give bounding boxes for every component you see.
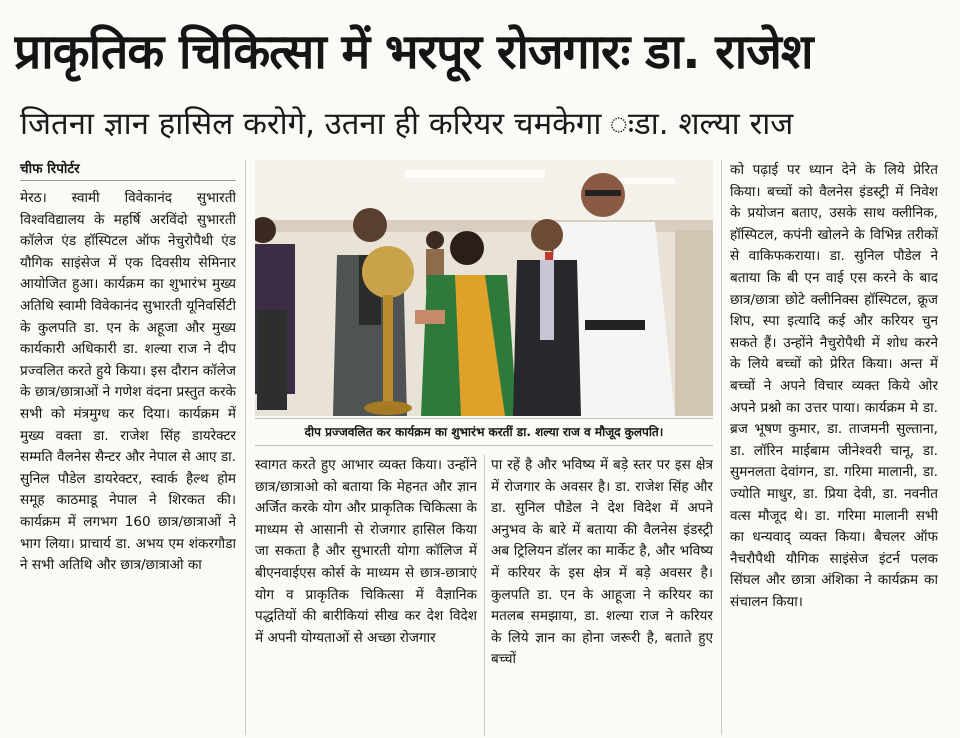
article-column-1: मेरठ। स्वामी विवेकानंद सुभारती विश्वविद्यालय के महर्षि अरविंदो सुभारती कॉलेज एंड हॉस्पिटल ऑफ नेचुरोपैथी एंड यौगिक साइंसेज में एक दिवसीय सेमिनार आयोजित हुआ। कार्यक्रम का शुभारंभ मुख्य अतिथि स्वामी विवेकानंद सुभारती यूनिवर्सिटी के कुलपति डा. एन के अहूजा और मुख्य कार्यकारी अधिकारी डा. शल्या राज ने दीप प्रज्वलित करते हुये किया। इस दौरान कॉलेज के छात्र/छात्राओं ने गणेश वंदना प्रस्तुत करके सभी को मंत्रमुग्ध कर दिया। कार्यक्रम में मुख्य वक्ता डा. राजेश सिंह डायरेक्टर सम्मति वैलनेस सैन्टर और नेपाल से आए डा. सुनिल पौडेल डायरेक्टर, स्वार्क हैल्थ होम समूह काठमाडू नेपाल ने शिरकत की। कार्यक्रम में लगभग 160 छात्र/छात्राओं ने भाग लिया। प्राचार्य डा. अभय एम शंकरगौडा ने सभी अतिथि और छात्र/छात्राओ का [20, 190, 236, 574]
article-column-2: स्वागत करते हुए आभार व्यक्त किया। उन्होंने छात्र/छात्राओ को बताया कि मेहनत और ज्ञान अर्जित करके योग और प्राकृतिक चिकित्सा के माध्यम से आसानी से रोजगार हासिल किया जा सकता है और सुभारती योगा कॉलिज में बीएनवाईएस कोर्स के माध्यम से छात्र-छात्राएं योग व प्राकृतिक चिकित्सा में वैज्ञानिक पद्धतियों की बारीकियां सीख कर देश विदेश में अपनी योग्यताओं से अच्छा रोजगार [255, 457, 477, 646]
column-divider [245, 160, 246, 735]
subheadline: जितना ज्ञान हासिल करोगे, उतना ही करियर चमकेगा ःडा. शल्या राज [20, 106, 794, 142]
article-column-3: पा रहें है और भविष्य में बड़े स्तर पर इस क्षेत्र में रोजगार के अवसर है। डा. राजेश सिंह और डा. सुनिल पौडेल ने देश विदेश में अपने अनुभव के बारे में बताया की वैलनेस इंडस्ट्री अब ट्रिलियन डॉलर का मार्केट है, और भविष्य में करियर के इस क्षेत्र में बड़े अवसर है। कुलपति डा. एन के आहूजा ने करियर का मतलब समझाया, डा. शल्या राज ने करियर के लिये ज्ञान का होना जरूरी है, बताते हुए बच्चों [491, 457, 713, 668]
headline: प्राकृतिक चिकित्सा में भरपूर रोजगारः डा. राजेश [14, 24, 813, 80]
event-photo [255, 160, 713, 416]
column-divider [721, 160, 722, 735]
article-column-4: को पढ़ाई पर ध्यान देने के लिये प्रेरित किया। बच्चों को वैलनेस इंडस्ट्री में निवेश के प्रयोजन बताए, उसके साथ क्लीनिक, हॉस्पिटल, कपंनी खोलने के विभिन्न तरीकों से वाकिफकराया। डा. सुनिल पौडेल ने बताया कि बी एन वाई एस करने के बाद छात्र/छात्रा छोटे क्लीनिक्स हॉस्पिटल, क्रूज शिप, स्पा इत्यादि कई और करियर चुन सकते हैं। उन्होंने नैचुरोपैथी में शोध करने के लिये बच्चों को प्रेरित किया। अन्त में बच्चों ने अपने विचार व्यक्त किये ओर अपने प्रश्नो का उत्तर पाया। कार्यक्रम मे डा. ब्रज भूषण कुमार, डा. ताजमनी सुल्ताना, डा. लॉरिन माईबाम जीनेश्वरी चानू, डा. सुमनलता देवांगन, डा. गरिमा मालानी, डा. ज्योति माधुर, डा. प्रिया देवी, डा. नवनीत वत्स मौजूद थे। डा. गरिमा मालानी सभी का धन्यवाद् व्यक्त किया। बैचलर ऑफ नैचरौपैथी यौगिक साइंसेज इंटर्न पलक सिंघल और छात्रा अंशिका ने कार्यक्रम का संचालन किया। [730, 162, 938, 610]
photo-caption: दीप प्रज्जवलित कर कार्यक्रम का शुभारंभ करतीं डा. शल्या राज व मौजूद कुलपति। [255, 418, 713, 446]
column-divider [484, 455, 485, 736]
byline: चीफ रिपोर्टर [20, 158, 236, 181]
